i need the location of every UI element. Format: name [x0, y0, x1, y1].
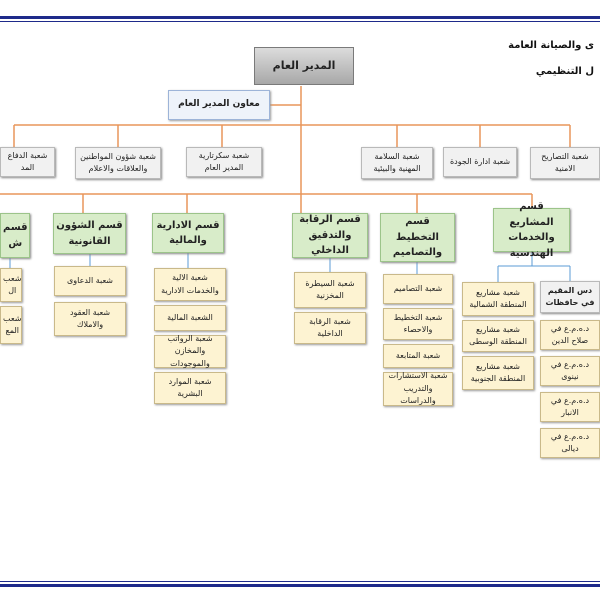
subunit-internal-audit: شعبة الرقابة الداخلية — [294, 312, 366, 344]
section-cut: قسم ش — [0, 213, 30, 258]
section-projects: قسم المشاريع والخدمات الهندسية — [493, 208, 570, 252]
section-legal: قسم الشؤون القانونية — [53, 213, 126, 254]
subunit-cut-2: شعب المع — [0, 306, 22, 344]
subunit-followup: شعبة المتابعة — [383, 344, 453, 368]
subunit-resident-engineer: دس المقيم في حافظات — [540, 281, 600, 313]
unit-security: شعبة التصاريح الامنية — [530, 147, 600, 179]
subunit-salahuddin: د.ه.م.ع في صلاح الدين — [540, 320, 600, 350]
subunit-contracts: شعبة العقود والاملاك — [54, 302, 126, 336]
subunit-south: شعبة مشاريع المنطقة الجنوبية — [462, 356, 534, 390]
subunit-hr: شعبة الموارد البشرية — [154, 372, 226, 404]
unit-safety: شعبة السلامة المهنية والبيئية — [361, 147, 433, 179]
unit-secretariat: شعبة سكرتارية المدير العام — [186, 147, 262, 177]
subunit-mechanisms: شعبة الالية والخدمات الادارية — [154, 268, 226, 301]
subunit-finance: الشعبة المالية — [154, 305, 226, 331]
section-planning: قسم التخطيط والتصاميم — [380, 213, 455, 262]
subunit-anbar: د.ه.م.ع في الانبار — [540, 392, 600, 422]
general-manager-box: المدير العام — [254, 47, 354, 85]
subunit-design: شعبة التصاميم — [383, 274, 453, 304]
subunit-cut-1: شعب ال — [0, 268, 22, 302]
subunit-consulting: شعبة الاستشارات والتدريب والدراسات — [383, 372, 453, 406]
subunit-diyala: د.ه.م.ع في ديالى — [540, 428, 600, 458]
subunit-north: شعبة مشاريع المنطقة الشمالية — [462, 282, 534, 316]
subunit-planning-stats: شعبة التخطيط والاحصاء — [383, 308, 453, 340]
deputy-box: معاون المدير العام — [168, 90, 270, 120]
subunit-nineveh: د.ه.م.ع في نينوى — [540, 356, 600, 386]
section-audit: قسم الرقابة والتدقيق الداخلي — [292, 213, 368, 258]
header-title: ى والصيانة العامة — [508, 40, 594, 51]
section-admin-finance: قسم الادارية والمالية — [152, 213, 224, 253]
header-subtitle: ل التنظيمي — [535, 66, 594, 77]
subunit-lawsuits: شعبة الدعاوى — [54, 266, 126, 296]
subunit-store-control: شعبة السيطرة المخزنية — [294, 272, 366, 308]
unit-defense: شعبة الدفاع المد — [0, 147, 55, 177]
unit-quality: شعبة ادارة الجودة — [443, 147, 517, 177]
unit-citizens: شعبة شؤون المواطنين والعلاقات والاعلام — [75, 147, 161, 179]
subunit-salaries: شعبة الرواتب والمخازن والموجودات — [154, 335, 226, 368]
subunit-middle: شعبة مشاريع المنطقة الوسطى — [462, 320, 534, 352]
